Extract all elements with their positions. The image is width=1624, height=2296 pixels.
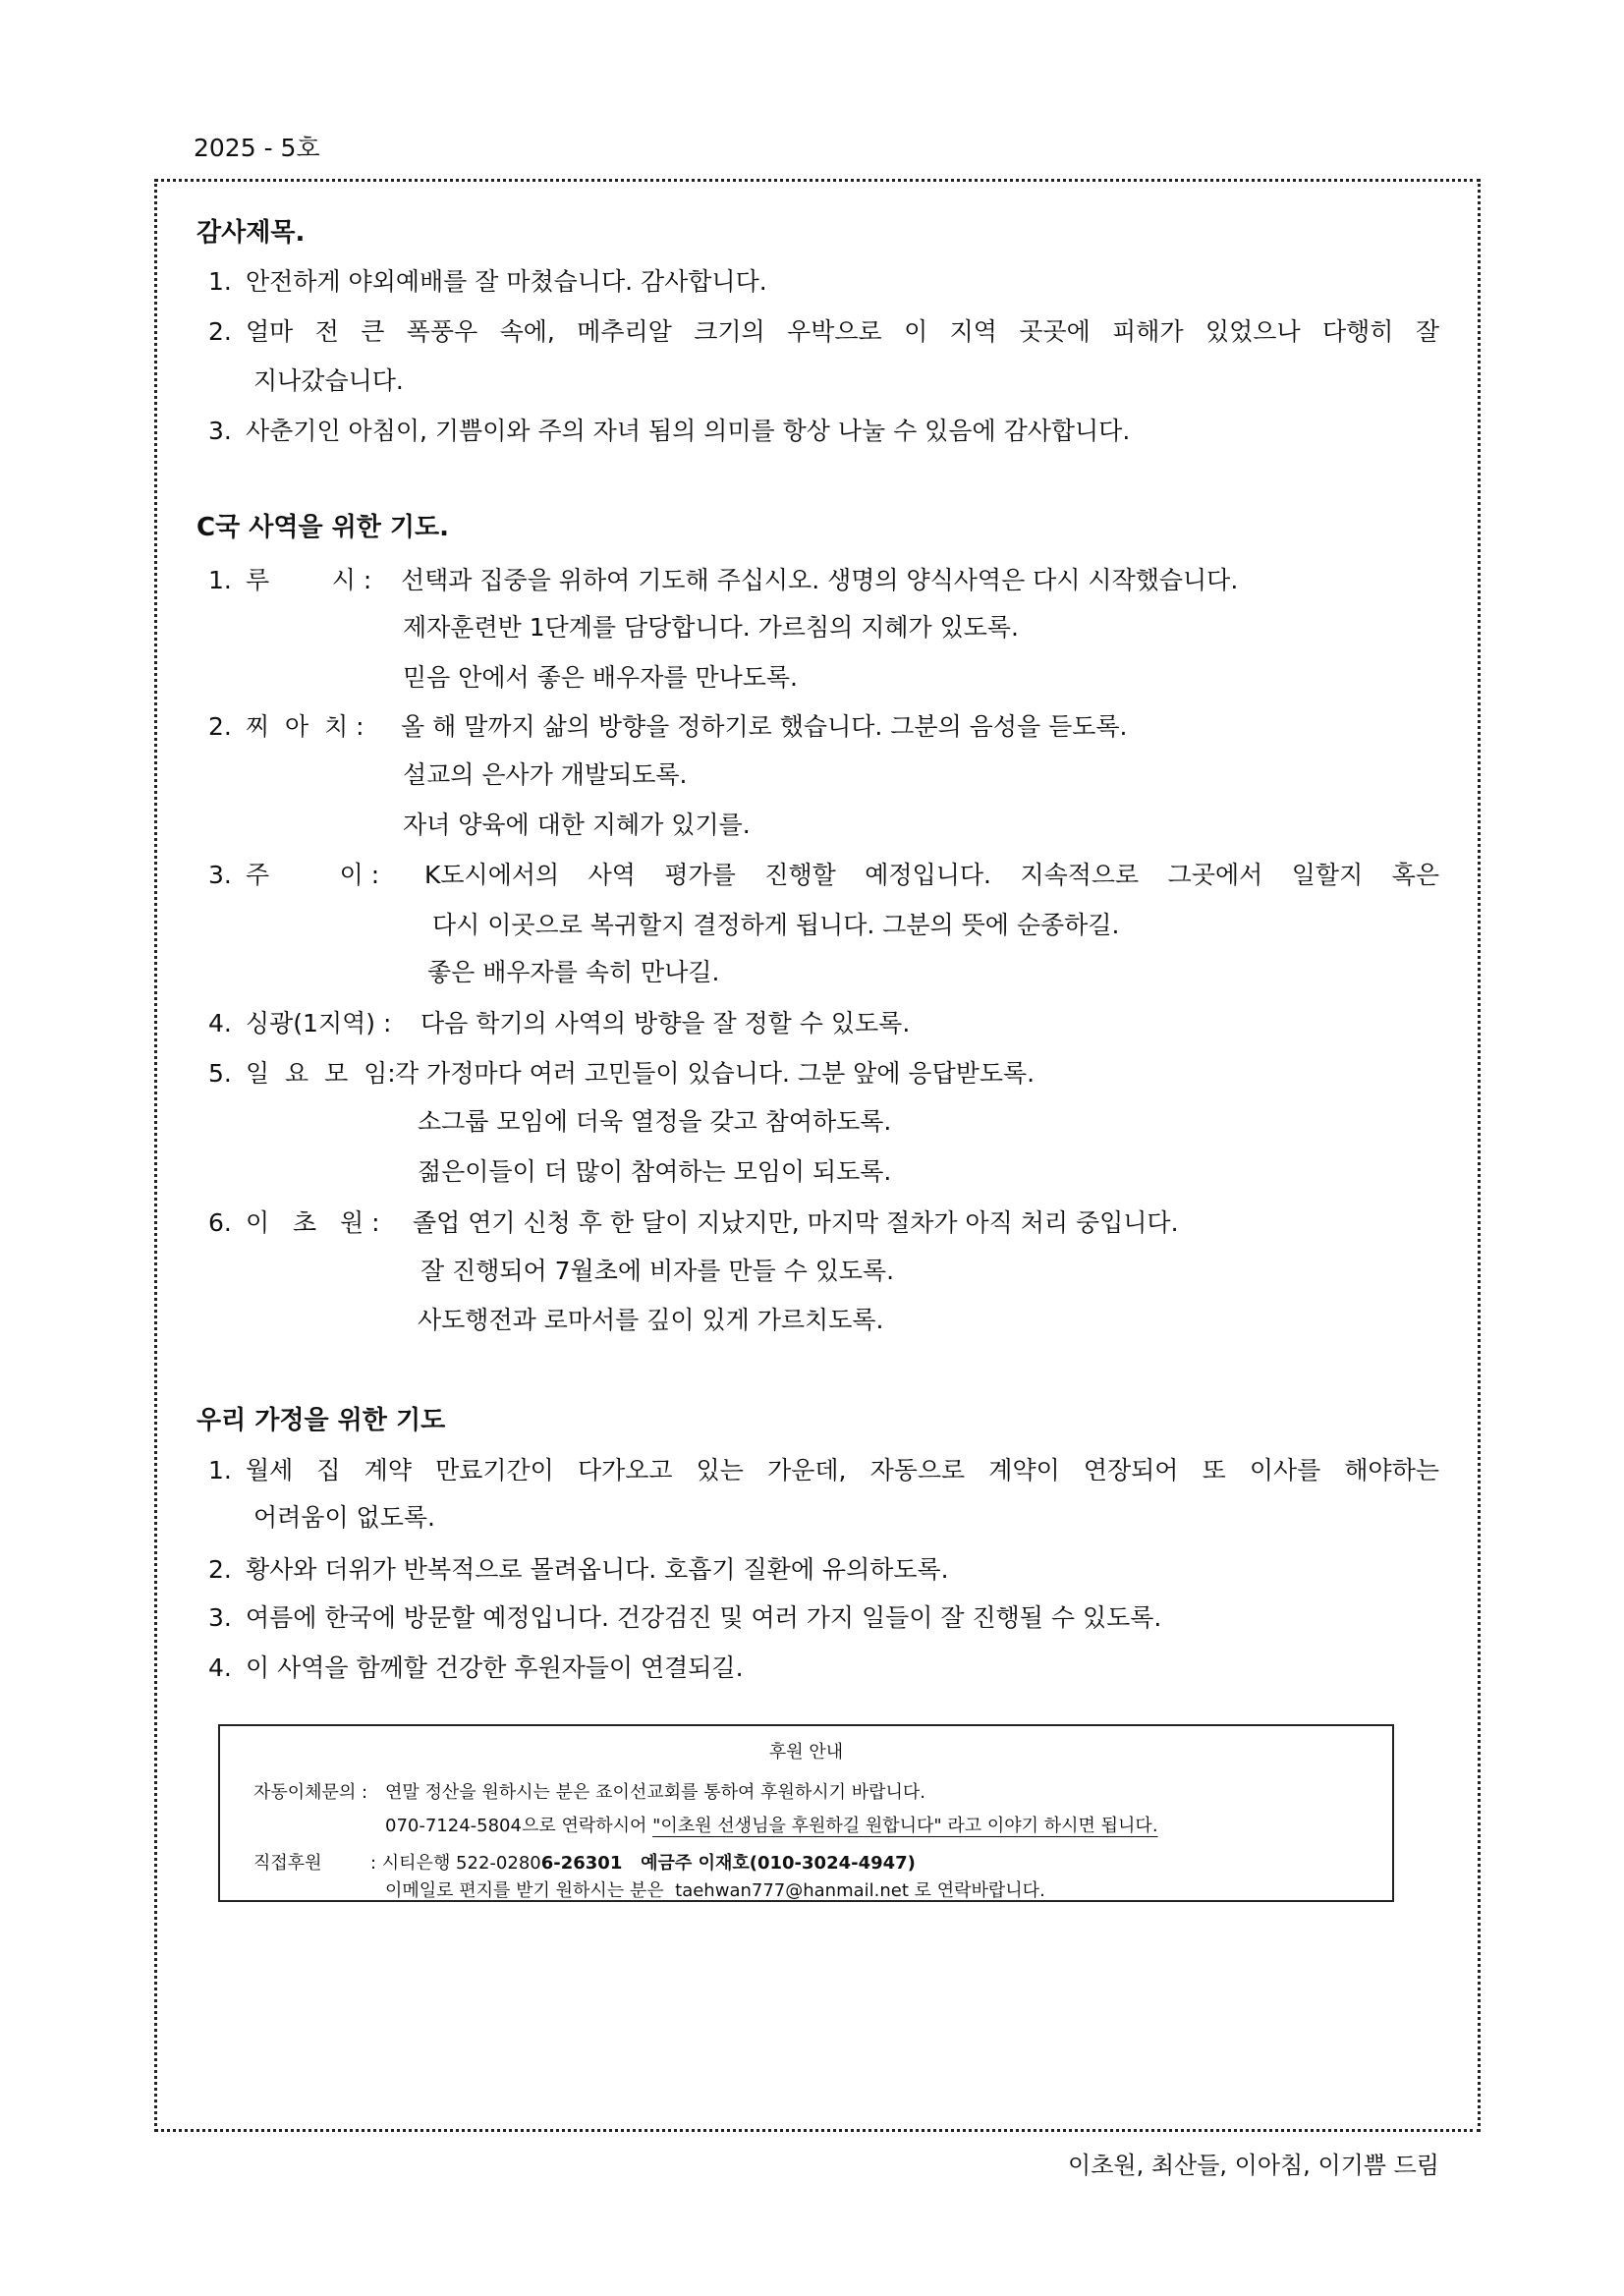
family-item: 이 사역을 함께할 건강한 후원자들이 연결되길.: [246, 1653, 744, 1682]
family-item: 여름에 한국에 방문할 예정입니다. 건강검진 및 여러 가지 일들이 잘 진행될 수 있도록.: [246, 1603, 1162, 1632]
email-contact: 이메일로 편지를 받기 원하시는 분은 taehwan777@hanmail.net 로 연락바랍니다.: [385, 1880, 1045, 1901]
ministry-num: 6.: [208, 1208, 232, 1237]
signature: 이초원, 최산들, 이아침, 이기쁨 드림: [1068, 2152, 1439, 2179]
ministry-line: 다음 학기의 사역의 방향을 잘 정할 수 있도록.: [420, 1009, 911, 1037]
ministry-line: 각 가정마다 여러 고민들이 있습니다. 그분 앞에 응답받도록.: [395, 1059, 1036, 1088]
ministry-line: 제자훈련반 1단계를 담당합니다. 가르침의 지혜가 있도록.: [403, 613, 1019, 642]
ministry-line: 다시 이곳으로 복귀할지 결정하게 됩니다. 그분의 뜻에 순종하길.: [432, 911, 1120, 939]
direct-support-label: 직접후원: [253, 1853, 322, 1874]
ministry-label: 일 요 모 임:: [246, 1059, 396, 1088]
ministry-label: 주 이 :: [246, 861, 380, 889]
ministry-line: 올 해 말까지 삶의 방향을 정하기로 했습니다. 그분의 음성을 듣도록.: [401, 712, 1128, 741]
support-info-box: [218, 1724, 1394, 1902]
family-item: 황사와 더위가 반복적으로 몰려옵니다. 호흡기 질환에 유의하도록.: [246, 1555, 949, 1584]
ministry-line: 자녀 양육에 대한 지혜가 있기를.: [403, 811, 751, 839]
section-title-ministry: C국 사역을 위한 기도.: [196, 513, 450, 542]
section-title-family: 우리 가정을 위한 기도: [196, 1406, 446, 1435]
family-num: 3.: [208, 1603, 232, 1632]
issue-number: 2025 - 5호: [194, 134, 320, 162]
ministry-line: 좋은 배우자를 속히 만나길.: [427, 958, 720, 986]
ministry-label: 싱광(1지역) :: [246, 1009, 392, 1037]
ministry-num: 1.: [208, 566, 232, 594]
ministry-line: 사도행전과 로마서를 깊이 있게 가르치도록.: [418, 1306, 884, 1334]
thanks-item-2-cont: 지나갔습니다.: [253, 366, 404, 395]
ministry-num: 2.: [208, 712, 232, 741]
family-num: 4.: [208, 1653, 232, 1682]
ministry-num: 3.: [208, 861, 232, 889]
ministry-line: 젊은이들이 더 많이 참여하는 모임이 되도록.: [418, 1157, 892, 1186]
thanks-num-1: 1.: [208, 267, 232, 296]
ministry-line: 선택과 집중을 위하여 기도해 주십시오. 생명의 양식사역은 다시 시작했습니다.: [401, 566, 1239, 594]
auto-transfer-line: 연말 정산을 원하시는 분은 죠이선교회를 통하여 후원하시기 바랍니다.: [385, 1782, 926, 1803]
thanks-item-1: 안전하게 야외예배를 잘 마쳤습니다. 감사합니다.: [246, 267, 767, 296]
thanks-item-3: 사춘기인 아침이, 기쁨이와 주의 자녀 됨의 의미를 항상 나눌 수 있음에 감사합니다.: [246, 417, 1131, 445]
bank-account: [370, 1853, 916, 1875]
ministry-num: 5.: [208, 1059, 232, 1088]
ministry-label: 이 초 원 :: [246, 1208, 380, 1237]
family-item-cont: 어려움이 없도록.: [253, 1503, 435, 1532]
ministry-label: 찌 아 치 :: [246, 712, 364, 741]
thanks-item-2: 얼마 전 큰 폭풍우 속에, 메추리알 크기의 우박으로 이 지역 곳곳에 피해가 있었으나 다행히 잘: [246, 317, 1439, 346]
thanks-num-2: 2.: [208, 317, 232, 346]
ministry-line: 설교의 은사가 개발되도록.: [403, 760, 688, 789]
ministry-line: 소그룹 모임에 더욱 열정을 갖고 참여하도록.: [418, 1107, 892, 1136]
section-title-thanks: 감사제목.: [196, 218, 306, 248]
ministry-num: 4.: [208, 1009, 232, 1037]
family-num: 1.: [208, 1456, 232, 1484]
ministry-line: K도시에서의 사역 평가를 진행할 예정입니다. 지속적으로 그곳에서 일할지 혹은: [424, 861, 1439, 889]
ministry-line: 잘 진행되어 7월초에 비자를 만들 수 있도록.: [420, 1257, 895, 1285]
contact-phrase: "이초원 선생님을 후원하길 원합니다" 라고 이야기 하시면 됩니다.: [652, 1816, 1158, 1836]
thanks-num-3: 3.: [208, 417, 232, 445]
contact-phone: 070-7124-5804으로 연락하시어: [385, 1816, 653, 1836]
bank-account-a: : 시티은행 522-0280: [370, 1853, 541, 1874]
family-item: 월세 집 계약 만료기간이 다가오고 있는 가운데, 자동으로 계약이 연장되어 또 이사를 해야하는: [246, 1456, 1439, 1484]
auto-transfer-label: 자동이체문의 :: [253, 1782, 368, 1803]
ministry-label: 루 시 :: [246, 566, 372, 594]
bank-account-b: 6-26301 예금주 이재호(010-3024-4947): [540, 1853, 916, 1874]
auto-transfer-contact: [385, 1816, 1158, 1837]
family-num: 2.: [208, 1555, 232, 1584]
ministry-line: 믿음 안에서 좋은 배우자를 만나도록.: [403, 663, 798, 692]
support-title: 후원 안내: [768, 1742, 844, 1763]
ministry-line: 졸업 연기 신청 후 한 달이 지났지만, 마지막 절차가 아직 처리 중입니다.: [413, 1208, 1179, 1237]
